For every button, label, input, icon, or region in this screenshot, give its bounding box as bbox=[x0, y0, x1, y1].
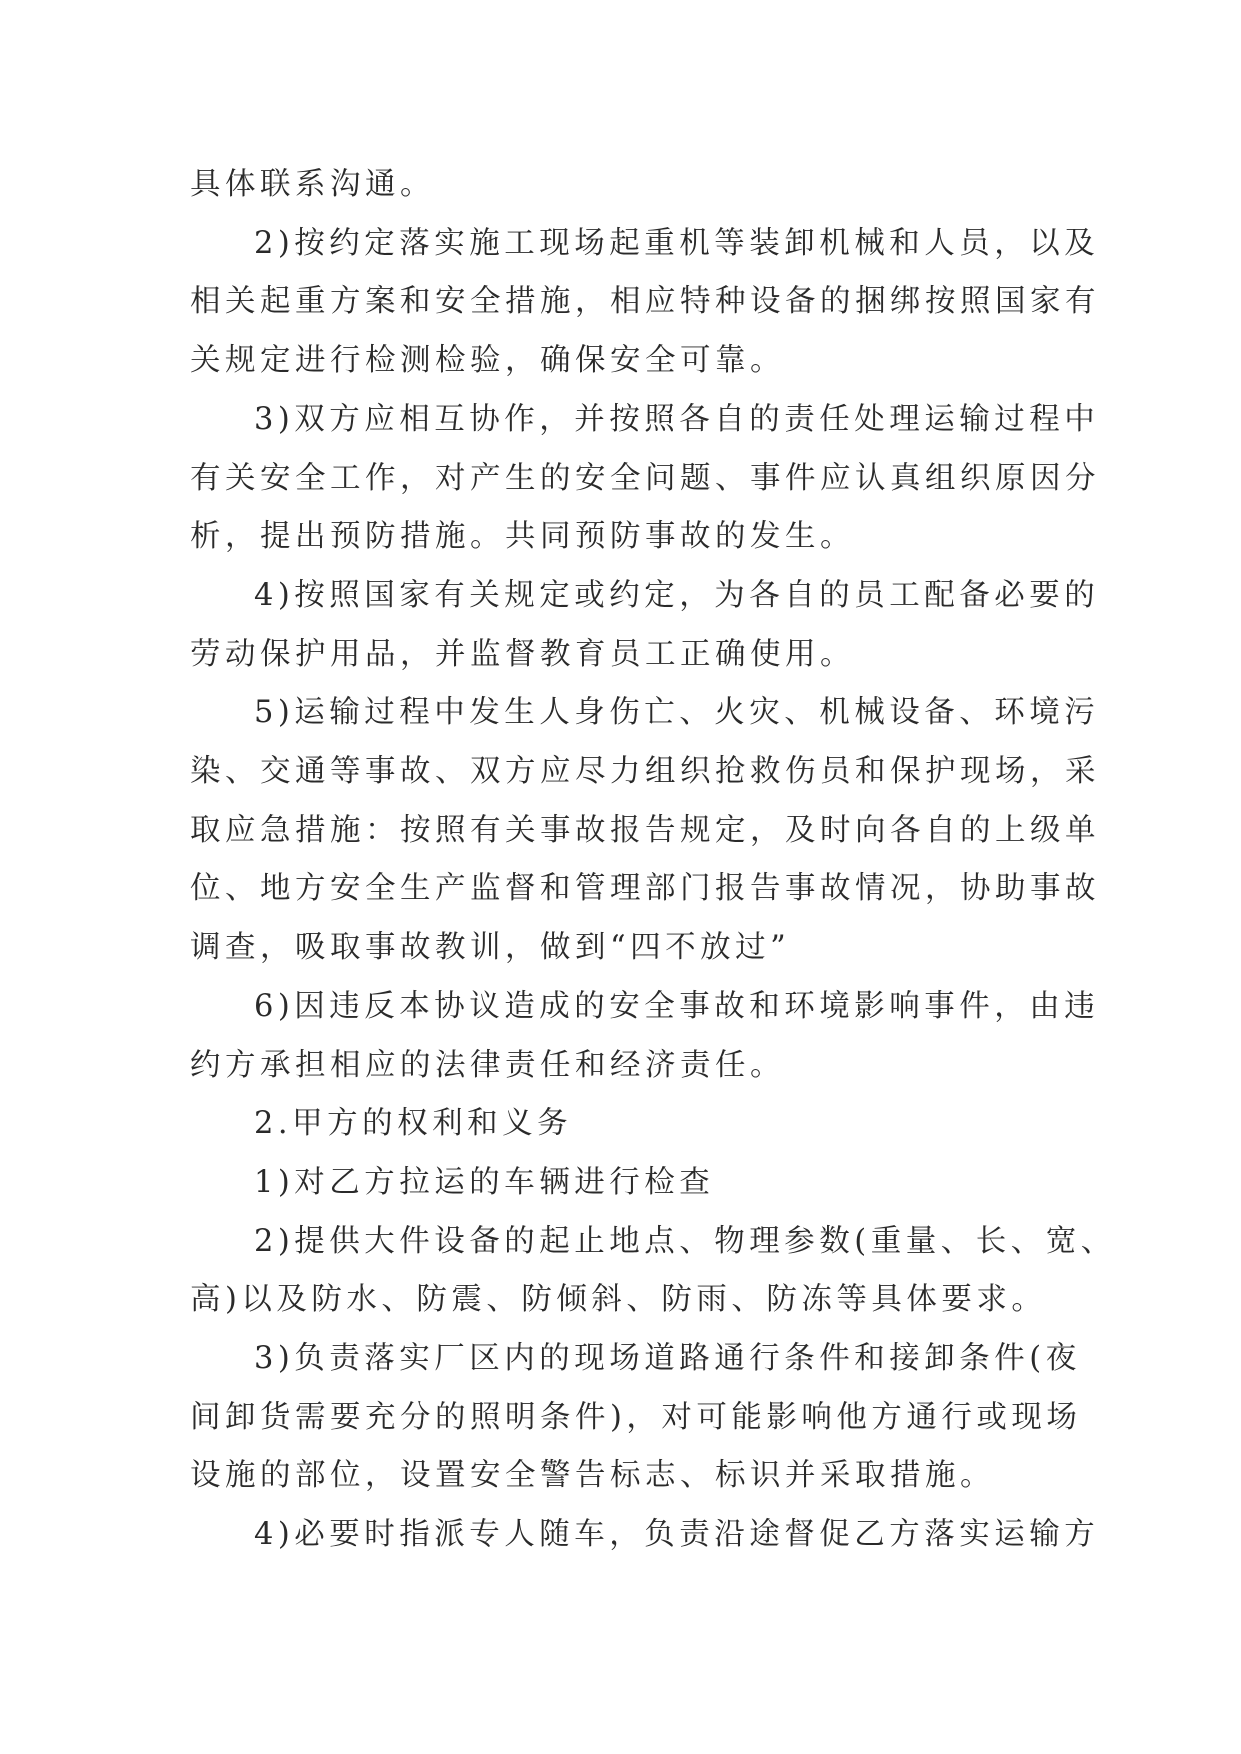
text-line-content: 有关安全工作，对产生的安全问题、事件应认真组织原因分 bbox=[190, 460, 1100, 496]
text-line-content: 劳动保护用品，并监督教育员工正确使用。 bbox=[190, 636, 855, 672]
text-line-content: 调查，吸取事故教训，做到“四不放过” bbox=[190, 930, 791, 966]
text-line-content: 2)提供大件设备的起止地点、物理参数(重量、长、宽、 bbox=[254, 1223, 1116, 1259]
text-line-content: 6)因违反本协议造成的安全事故和环境影响事件，由违 bbox=[254, 988, 1100, 1024]
text-line bbox=[190, 1389, 1082, 1448]
text-line bbox=[190, 1271, 1050, 1330]
text-line bbox=[190, 919, 1050, 978]
text-line-content: 4)必要时指派专人随车，负责沿途督促乙方落实运输方 bbox=[254, 1517, 1100, 1553]
text-line bbox=[190, 273, 1100, 332]
text-line-content: 取应急措施：按照有关事故报告规定，及时向各自的上级单 bbox=[190, 812, 1100, 848]
text-line-content: 染、交通等事故、双方应尽力组织抢救伤员和保护现场，采 bbox=[190, 754, 1100, 790]
document-body bbox=[190, 156, 1116, 1565]
text-line-content: 具体联系沟通。 bbox=[190, 167, 435, 202]
text-line bbox=[190, 1506, 1100, 1565]
text-line-content: 5)运输过程中发生人身伤亡、火灾、机械设备、环境污 bbox=[254, 695, 1100, 731]
text-line-content: 设施的部位，设置安全警告标志、标识并采取措施。 bbox=[190, 1458, 995, 1494]
text-line bbox=[190, 332, 1050, 391]
text-line bbox=[190, 684, 1100, 743]
text-line bbox=[190, 1037, 1050, 1096]
text-line bbox=[190, 802, 1100, 861]
text-line bbox=[190, 1154, 1050, 1213]
text-line-content: 析，提出预防措施。共同预防事故的发生。 bbox=[190, 519, 855, 555]
text-line bbox=[190, 391, 1100, 450]
text-line bbox=[190, 567, 1100, 626]
text-line-content: 1)对乙方拉运的车辆进行检查 bbox=[254, 1164, 715, 1200]
text-line-content: 关规定进行检测检验，确保安全可靠。 bbox=[190, 343, 785, 379]
text-line bbox=[190, 156, 1050, 215]
text-line bbox=[190, 215, 1100, 274]
text-line-content: 约方承担相应的法律责任和经济责任。 bbox=[190, 1047, 785, 1083]
text-line bbox=[190, 450, 1100, 509]
text-line bbox=[190, 978, 1100, 1037]
text-line-content: 间卸货需要充分的照明条件)，对可能影响他方通行或现场 bbox=[190, 1399, 1082, 1435]
text-line-content: 相关起重方案和安全措施，相应特种设备的捆绑按照国家有 bbox=[190, 284, 1100, 320]
text-line bbox=[190, 1095, 1050, 1154]
text-line-content: 高)以及防水、防震、防倾斜、防雨、防冻等具体要求。 bbox=[190, 1282, 1047, 1318]
text-line bbox=[190, 743, 1100, 802]
text-line bbox=[190, 1330, 1081, 1389]
text-line-content: 2.甲方的权利和义务 bbox=[254, 1106, 573, 1142]
text-line-content: 3)负责落实厂区内的现场道路通行条件和接卸条件(夜 bbox=[254, 1341, 1081, 1377]
text-line-content: 3)双方应相互协作，并按照各自的责任处理运输过程中 bbox=[254, 401, 1100, 437]
text-line-content: 位、地方安全生产监督和管理部门报告事故情况，协助事故 bbox=[190, 871, 1100, 907]
text-line-content: 2)按约定落实施工现场起重机等装卸机械和人员，以及 bbox=[254, 225, 1100, 261]
text-line bbox=[190, 508, 1050, 567]
text-line bbox=[190, 1447, 1050, 1506]
text-line bbox=[190, 1213, 1116, 1272]
text-line bbox=[190, 860, 1100, 919]
text-line-content: 4)按照国家有关规定或约定，为各自的员工配备必要的 bbox=[254, 577, 1100, 613]
text-line bbox=[190, 626, 1050, 685]
